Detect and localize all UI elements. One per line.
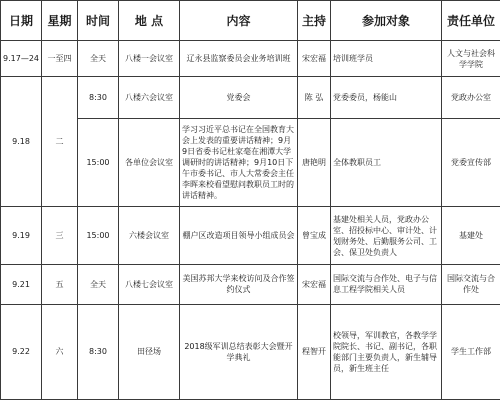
participants-cell: 基建处相关人员，党政办公室、招投标中心、审计处、计划财务处、后勤服务公司、工会、保卫处负责人 — [331, 207, 442, 264]
time-cell: 15:00 — [78, 119, 119, 207]
header-participants: 参加对象 — [331, 1, 442, 41]
participants-cell: 校领导，军训教官，各教学学院院长、书记、副书记，各职能部门主要负责人，新生辅导员，新生班主任 — [331, 304, 442, 399]
date-cell: 9.18 — [1, 77, 42, 207]
participants-cell: 党委委员，杨能山 — [331, 77, 442, 119]
header-content: 内容 — [180, 1, 298, 41]
week-cell: 三 — [42, 207, 78, 264]
participants-cell: 全体教职员工 — [331, 119, 442, 207]
place-cell: 各单位会议室 — [119, 119, 180, 207]
host-cell: 陈 弘 — [298, 77, 331, 119]
host-cell: 曾宝成 — [298, 207, 331, 264]
header-date: 日期 — [1, 1, 42, 41]
place-cell: 六楼会议室 — [119, 207, 180, 264]
host-cell: 宋宏福 — [298, 41, 331, 77]
week-cell: 二 — [42, 77, 78, 207]
header-host: 主持 — [298, 1, 331, 41]
table-row — [1, 41, 500, 77]
time-cell: 8:30 — [78, 77, 119, 119]
header-dept: 责任单位 — [442, 1, 500, 41]
header-row — [1, 1, 500, 41]
header-week: 星期 — [42, 1, 78, 41]
participants-cell: 国际交流与合作处、电子与信息工程学院相关人员 — [331, 264, 442, 304]
host-cell: 宋宏福 — [298, 264, 331, 304]
date-cell: 9.17—24 — [1, 41, 42, 77]
date-cell: 9.21 — [1, 264, 42, 304]
dept-cell: 党委宣传部 — [442, 119, 500, 207]
host-cell: 唐艳明 — [298, 119, 331, 207]
table-row — [1, 207, 500, 264]
place-cell: 田径场 — [119, 304, 180, 399]
week-cell: 六 — [42, 304, 78, 399]
content-cell: 2018级军训总结表彰大会暨开学典礼 — [180, 304, 298, 399]
place-cell: 八楼六会议室 — [119, 77, 180, 119]
week-cell: 一至四 — [42, 41, 78, 77]
time-cell: 全天 — [78, 264, 119, 304]
time-cell: 15:00 — [78, 207, 119, 264]
content-cell: 美国苏邦大学来校访问及合作签约仪式 — [180, 264, 298, 304]
participants-cell: 培训班学员 — [331, 41, 442, 77]
date-cell: 9.19 — [1, 207, 42, 264]
table-row — [1, 77, 500, 119]
content-cell: 学习习近平总书记在全国教育大会上发表的重要讲话精神；9月9日省委书记杜家毫在湘潭大学调研时的讲话精神；9月10日下午市委书记、市人大常委会主任李晖来校看望慰问教职员工时的讲话精神。 — [180, 119, 298, 207]
content-cell: 棚户区改造项目领导小组成员会 — [180, 207, 298, 264]
table-row — [1, 264, 500, 304]
dept-cell: 人文与社会科学学院 — [442, 41, 500, 77]
dept-cell: 党政办公室 — [442, 77, 500, 119]
host-cell: 程智开 — [298, 304, 331, 399]
content-cell: 党委会 — [180, 77, 298, 119]
dept-cell: 学生工作部 — [442, 304, 500, 399]
time-cell: 全天 — [78, 41, 119, 77]
time-cell: 8:30 — [78, 304, 119, 399]
week-cell: 五 — [42, 264, 78, 304]
header-time: 时间 — [78, 1, 119, 41]
table-row — [1, 304, 500, 399]
content-cell: 辽永县监察委员会业务培训班 — [180, 41, 298, 77]
dept-cell: 国际交流与合作处 — [442, 264, 500, 304]
dept-cell: 基建处 — [442, 207, 500, 264]
date-cell: 9.22 — [1, 304, 42, 399]
place-cell: 八楼一会议室 — [119, 41, 180, 77]
place-cell: 八楼七会议室 — [119, 264, 180, 304]
header-place: 地 点 — [119, 1, 180, 41]
